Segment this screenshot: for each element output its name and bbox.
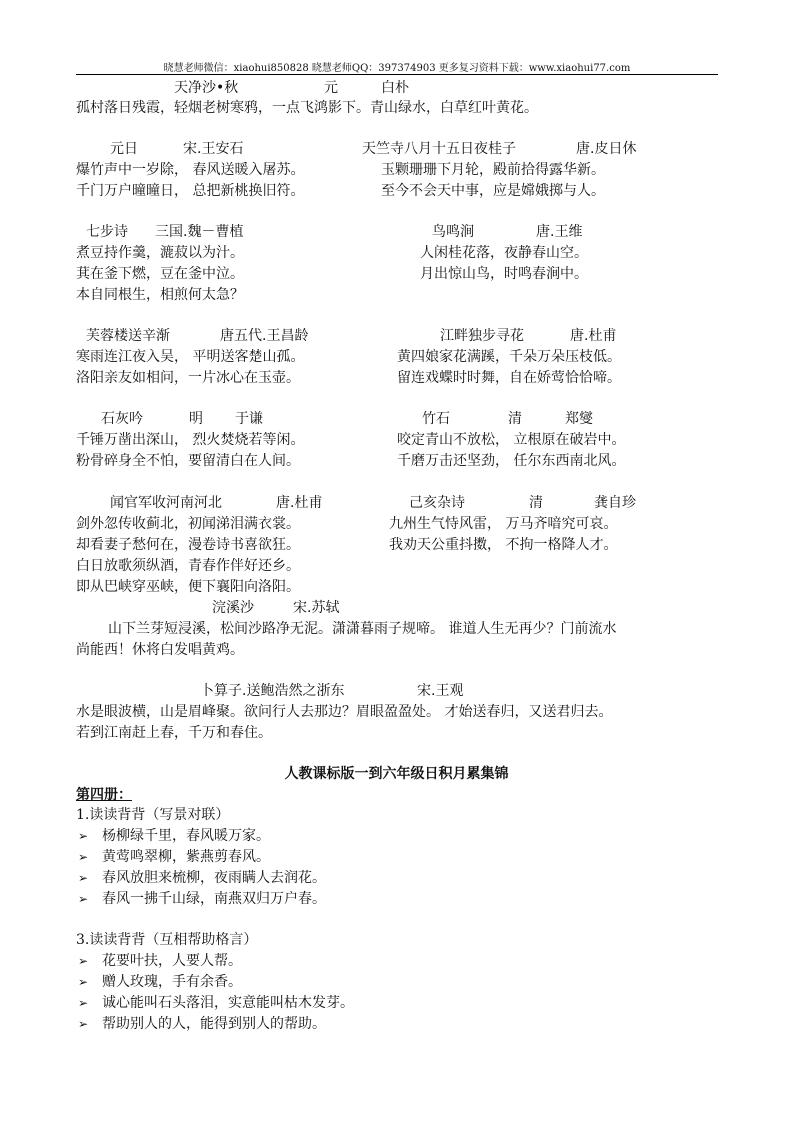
collection-title: 人教课标版一到六年级日积月累集锦: [284, 766, 509, 782]
poem-title-wenguanjun: 闻官军收河南河北: [110, 495, 222, 511]
poem-line: 却看妻子愁何在，漫卷诗书喜欲狂。: [76, 537, 300, 553]
poem-line: 山下兰芽短浸溪，松间沙路净无泥。潇潇暮雨子规啼。 谁道人生无再少？门前流水: [108, 621, 617, 637]
poem-author-yuanri: 宋.王安石: [183, 141, 244, 157]
poem-line: 九州生气恃风雷， 万马齐喑究可哀。: [389, 516, 618, 532]
bullet-arrow-icon: ➢: [78, 892, 89, 906]
list-item: ➢ 诚心能叫石头落泪，实意能叫枯木发芽。: [78, 995, 354, 1011]
poem-line: 玉颗珊珊下月轮，殿前拾得露华新。: [381, 162, 605, 178]
poem-line: 咬定青山不放松， 立根原在破岩中。: [397, 432, 626, 448]
bullet-arrow-icon: ➢: [78, 975, 89, 989]
bullet-arrow-icon: ➢: [78, 829, 89, 843]
list-item: ➢ 帮助别人的人，能得到别人的帮助。: [78, 1016, 326, 1032]
poem-line: 寒雨连江夜入吴， 平明送客楚山孤。: [76, 349, 305, 365]
poem-author-tianzhu: 唐.皮日休: [576, 141, 637, 157]
poem-line: 千门万户曈曈日， 总把新桃换旧符。: [76, 183, 305, 199]
bullet-arrow-icon: ➢: [78, 1017, 89, 1031]
list-item: ➢ 赠人玫瑰，手有余香。: [78, 974, 242, 990]
poem-author-niaoming: 唐.王维: [536, 224, 583, 240]
poem-text-tianjingsha: 孤村落日残霞，轻烟老树寒鸦，一点飞鸿影下。青山绿水，白草红叶黄花。: [76, 100, 538, 116]
poem-title-shihui: 石灰吟: [101, 411, 143, 427]
poem-line: 至今不会天中事，应是嫦娥掷与人。: [381, 183, 605, 199]
poem-author-zhushi: 郑燮: [565, 411, 593, 427]
list-item: ➢ 黄莺鸣翠柳，紫燕剪春风。: [78, 849, 270, 865]
poem-title-tianzhu: 天竺寺八月十五日夜桂子: [362, 141, 516, 157]
list-item: ➢ 春风一拂千山绿，南燕双归万户春。: [78, 891, 326, 907]
poem-line: 水是眼波横，山是眉峰聚。欲问行人去那边？眉眼盈盈处。 才始送春归，又送君归去。: [76, 704, 613, 720]
list-item: ➢ 春风放胆来梳柳，夜雨瞒人去润花。: [78, 870, 326, 886]
poem-line: 千锤万凿出深山， 烈火焚烧若等闲。: [76, 432, 305, 448]
poem-title-qibu: 七步诗: [86, 224, 128, 240]
poem-author-furong: 唐五代.王昌龄: [220, 328, 309, 344]
poem-title-furong: 芙蓉楼送辛渐: [86, 328, 170, 344]
poem-dynasty-jihai: 清: [529, 495, 543, 511]
poem-dynasty-tianjingsha: 元: [324, 80, 338, 96]
poem-line: 爆竹声中一岁除， 春风送暖入屠苏。: [76, 162, 305, 178]
poem-author-huanxisha: 宋.苏轼: [293, 600, 340, 616]
section-heading: 3.读读背背（互相帮助格言）: [76, 932, 258, 948]
poem-dynasty-zhushi: 清: [508, 411, 522, 427]
poem-author-shihui: 于谦: [235, 411, 263, 427]
poem-title-jihai: 己亥杂诗: [409, 495, 465, 511]
poem-line: 剑外忽传收蓟北，初闻涕泪满衣裳。: [76, 516, 300, 532]
poem-line: 即从巴峡穿巫峡，便下襄阳向洛阳。: [76, 579, 300, 595]
poem-author-wenguanjun: 唐.杜甫: [276, 495, 323, 511]
poem-line: 尚能西！休将白发唱黄鸡。: [76, 642, 244, 658]
bullet-arrow-icon: ➢: [78, 954, 89, 968]
poem-line: 月出惊山鸟，时鸣春涧中。: [420, 266, 588, 282]
poem-author-jihai: 龚自珍: [594, 495, 636, 511]
poem-line: 粉骨碎身全不怕，要留清白在人间。: [76, 453, 300, 469]
poem-title-tianjingsha: 天净沙•秋: [174, 80, 239, 96]
poem-author-jiangpan: 唐.杜甫: [570, 328, 617, 344]
poem-line: 煮豆持作羹，漉菽以为汁。: [76, 245, 244, 261]
poem-line: 黄四娘家花满蹊，千朵万朵压枝低。: [397, 349, 621, 365]
poem-line: 我劝天公重抖擞， 不拘一格降人才。: [389, 537, 618, 553]
list-item: ➢ 花要叶扶，人要人帮。: [78, 953, 242, 969]
poem-line: 洛阳亲友如相问，一片冰心在玉壶。: [76, 370, 300, 386]
poem-line: 人闲桂花落，夜静春山空。: [420, 245, 588, 261]
poem-line: 萁在釜下燃，豆在釜中泣。: [76, 266, 244, 282]
poem-line: 千磨万击还坚劲， 任尔东西南北风。: [397, 453, 626, 469]
header-divider: [76, 74, 718, 75]
poem-title-huanxisha: 浣溪沙: [212, 600, 254, 616]
poem-author-tianjingsha: 白朴: [381, 80, 409, 96]
bullet-arrow-icon: ➢: [78, 850, 89, 864]
poem-author-qibu: 三国.魏－曹植: [155, 224, 244, 240]
poem-line: 本自同根生，相煎何太急？: [76, 287, 244, 303]
poem-line: 留连戏蝶时时舞，自在娇莺恰恰啼。: [397, 370, 621, 386]
bullet-arrow-icon: ➢: [78, 996, 89, 1010]
page-header: 晓慧老师微信：xiaohui850828 晓慧老师QQ：397374903 更多复习资料下载：www.xiaohui77.com: [163, 63, 631, 74]
poem-title-busuanzi: 卜算子.送鲍浩然之浙东: [200, 683, 345, 699]
poem-title-yuanri: 元日: [110, 141, 138, 157]
bullet-arrow-icon: ➢: [78, 871, 89, 885]
poem-line: 白日放歌须纵酒，青春作伴好还乡。: [76, 558, 300, 574]
poem-title-jiangpan: 江畔独步寻花: [440, 328, 524, 344]
section-heading: 1.读读背背（写景对联）: [76, 807, 230, 823]
poem-title-niaoming: 鸟鸣涧: [432, 224, 474, 240]
poem-title-zhushi: 竹石: [422, 411, 450, 427]
poem-line: 若到江南赶上春，千万和春住。: [76, 725, 272, 741]
poem-author-busuanzi: 宋.王观: [417, 683, 464, 699]
list-item: ➢ 杨柳绿千里，春风暖万家。: [78, 828, 270, 844]
volume-label: 第四册：: [76, 787, 132, 803]
poem-dynasty-shihui: 明: [189, 411, 203, 427]
